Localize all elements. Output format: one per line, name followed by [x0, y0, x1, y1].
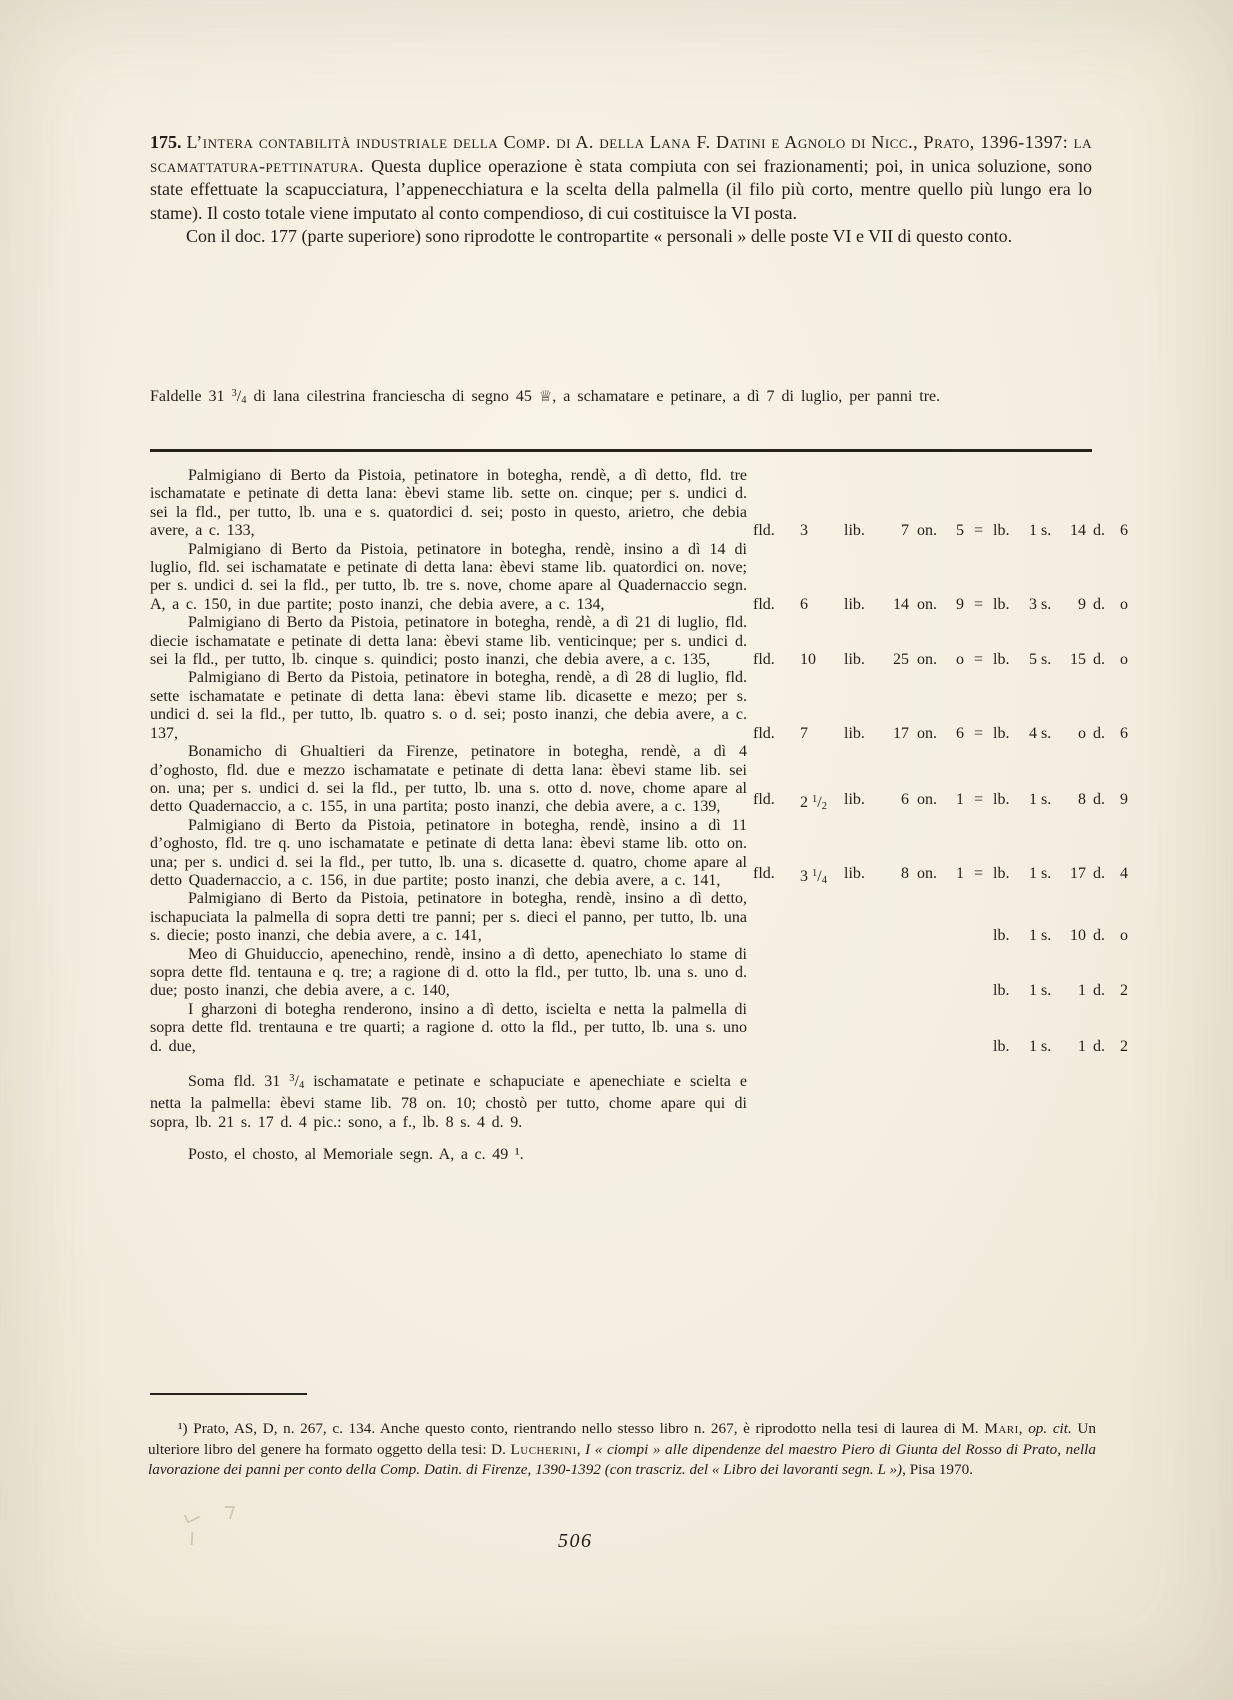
amount-s: 15 [1070, 651, 1086, 669]
amount-on-label [909, 927, 947, 945]
footnote [148, 1419, 1096, 1481]
amount-d-label: d. [1093, 927, 1105, 945]
entry-amount [753, 522, 1128, 540]
amount-s: 17 [1070, 864, 1086, 882]
amount-lb: 1 [1029, 864, 1037, 882]
amount-on-label: on. [917, 791, 937, 809]
ledger-entry [150, 743, 1140, 817]
amount-eq: = [973, 791, 984, 809]
amount-on: 1 [956, 791, 964, 809]
entries [150, 467, 1140, 1165]
amount-lib-label [844, 927, 889, 945]
amount-lb: 5 [1029, 651, 1037, 669]
amount-s: 10 [1070, 927, 1086, 945]
amount-fld-label: fld. [753, 651, 775, 669]
entry-amount [753, 1038, 1128, 1056]
amount-d: o [1120, 595, 1128, 613]
heading-number: 175. [150, 132, 182, 152]
amount-on [947, 927, 964, 945]
amount-eq: = [973, 651, 984, 669]
amount-on-label: on. [917, 522, 937, 540]
amount-s-label: s. [1041, 982, 1052, 1000]
amount-eq [964, 1038, 993, 1056]
entry-text: Meo di Ghuiduccio, apenechino, rendè, insino a dì detto, apenechiato lo stame di sopra dette fld. tentauna e q. tre; a ragione di d. otto la fld., per tutto, lb. una s. uno d. due; posto inanzi, che debia avere, a c. 140, [150, 945, 747, 1000]
amount-lb-label: lb. [993, 522, 1010, 540]
entry-text: Palmigiano di Berto da Pistoia, petinatore in botegha, rendè, insino a dì detto, ischapuciata la palmella di sopra detti tre panni; per s. dieci el panno, per tutto, lb. una s. diecie; posto inanzi, che debia avere, a c. 141, [150, 890, 747, 945]
amount-d: 9 [1120, 791, 1128, 809]
amount-s-label: s. [1041, 724, 1052, 742]
amount-s-label: s. [1041, 522, 1052, 540]
amount-d: 2 [1120, 982, 1128, 1000]
ledger-entry [150, 1070, 1140, 1132]
amount-lb: 1 [1029, 791, 1037, 809]
amount-d-label: d. [1093, 791, 1105, 809]
entry-amount [753, 651, 1128, 669]
amount-eq: = [973, 864, 984, 882]
amount-fld: 2 $^1/_2$ [800, 794, 827, 813]
amount-d-label: d. [1093, 1037, 1105, 1055]
amount-s-label: s. [1041, 864, 1052, 882]
entry-text: Soma fld. 31 $^3/_4$ ischamatate e petinate e schapuciate e apenechiate e scielta e netta la palmella: èbevi stame lib. 78 on. 10; chostò per tutto, chome apare qui di sopra, lb. 21 s. 17 d. 4 pic.: sono, a f., lb. 8 s. 4 d. 9. [150, 1073, 747, 1131]
entry-text: Posto, el chosto, al Memoriale segn. A, a c. 49 ¹. [188, 1146, 524, 1164]
amount-on-label: on. [917, 651, 937, 669]
heading-title: L’intera contabilità industriale della Comp. di A. della Lana F. Datini e Agnolo di Nicc., Prato, 1396-1397: la scamattatura-pettinatura. [150, 132, 1093, 176]
amount-fld [800, 1038, 844, 1056]
entry-amount [753, 865, 1128, 890]
amount-d: o [1120, 927, 1128, 945]
amount-eq [964, 927, 993, 945]
footnote-separator [150, 1393, 307, 1395]
amount-s-label: s. [1041, 651, 1052, 669]
amount-d: 6 [1120, 522, 1128, 540]
footnote-opcit: op. cit. [1028, 1420, 1072, 1437]
merchant-mark-icon: ♕ [538, 387, 553, 405]
amount-lb-label: lb. [993, 927, 1010, 945]
amount-fld-label: fld. [753, 864, 775, 882]
amount-lb: 1 [1029, 1037, 1037, 1055]
amount-fld-label: fld. [753, 724, 775, 742]
amount-on-label: on. [917, 724, 937, 742]
amount-on-label [909, 1038, 947, 1056]
amount-lb-label: lb. [993, 791, 1010, 809]
amount-on: 1 [956, 864, 964, 882]
entry-amount [753, 982, 1128, 1000]
amount-lib-label [844, 1038, 889, 1056]
amount-lib-label: lib. [844, 864, 865, 882]
pencil-marks [185, 1506, 255, 1561]
amount-d-label: d. [1093, 982, 1105, 1000]
heading-second-paragraph: Con il doc. 177 (parte superiore) sono riprodotte le contropartite « personali » delle poste VI e VII di questo conto. [186, 226, 1013, 247]
ledger-entry [150, 614, 1140, 669]
ledger-entry [150, 817, 1140, 891]
amount-on-label [909, 982, 947, 1000]
amount-lib-label: lib. [844, 724, 865, 742]
amount-s: o [1078, 724, 1086, 742]
amount-on-label: on. [917, 595, 937, 613]
heading-paragraph [150, 131, 1092, 225]
amount-s: 8 [1078, 791, 1086, 809]
amount-fld-label [753, 927, 800, 945]
amount-d: o [1120, 651, 1128, 669]
amount-eq: = [973, 724, 984, 742]
amount-lib-label: lib. [844, 522, 865, 540]
amount-lb: 1 [1029, 982, 1037, 1000]
entry-text: Palmigiano di Berto da Pistoia, petinatore in botegha, rendè, insino a dì 14 di luglio, fld. sei ischamatate e petinate di detta lana: èbevi stame lib. quatordici on. nove; per s. undici d. sei la fld., per tutto, lb. tre s. nove, chome apare al Quadernaccio segn. A, a c. 150, in due partite; posto inanzi, che debia avere, a c. 134, [150, 540, 747, 613]
entry-text: Palmigiano di Berto da Pistoia, petinatore in botegha, rendè, a dì 28 di luglio, fld. sette ischamatate e petinate di detta lana: èbevi stame lib. dicasette e mezo; per s. undici d. sei la fld., per tutto, lb. quatro s. o d. sei; posto inanzi, che debia avere, a c. 137, [150, 669, 747, 742]
ledger-entry [150, 1001, 1140, 1056]
amount-d: 2 [1120, 1037, 1128, 1055]
amount-fld-label: fld. [753, 522, 775, 540]
amount-fld-label: fld. [753, 791, 775, 809]
rubric-text-after: , a schamatare e petinare, a dì 7 di luglio, per panni tre. [552, 388, 941, 405]
amount-lib: 8 [901, 864, 909, 882]
amount-s: 1 [1078, 982, 1086, 1000]
amount-fld-label [753, 982, 800, 1000]
amount-fld: 7 [800, 724, 808, 742]
main-rule [150, 449, 1092, 452]
amount-on [947, 982, 964, 1000]
amount-s: 14 [1070, 522, 1086, 540]
amount-d: 6 [1120, 724, 1128, 742]
amount-lib: 7 [901, 522, 909, 540]
amount-s-label: s. [1041, 927, 1052, 945]
amount-s: 1 [1078, 1037, 1086, 1055]
pencil-stroke [184, 1509, 200, 1523]
ledger-entry [150, 890, 1140, 945]
amount-lb-label: lb. [993, 651, 1010, 669]
entry-amount [753, 927, 1128, 945]
amount-on: 5 [956, 522, 964, 540]
amount-s-label: s. [1041, 595, 1052, 613]
amount-lb: 1 [1029, 927, 1037, 945]
amount-lib [889, 982, 909, 1000]
document-header [150, 131, 1092, 249]
footnote-book-title: I « ciompi » alle dipendenze del maestro Piero di Giunta del Rosso di Prato, nella lavorazione dei panni per conto della Comp. Datin. di Firenze, 1390-1392 (con trascriz. del « Libro dei lavoranti segn. L ») [148, 1440, 1096, 1479]
amount-s: 9 [1078, 595, 1086, 613]
amount-lib-label: lib. [844, 595, 865, 613]
footnote-text: , [1018, 1420, 1029, 1437]
footnote-text: , Pisa 1970. [902, 1461, 974, 1479]
ledger-entry [150, 541, 1140, 615]
amount-lb-label: lb. [993, 724, 1010, 742]
pencil-stroke [191, 1532, 194, 1545]
amount-fld: 10 [800, 651, 816, 669]
entry-text: Palmigiano di Berto da Pistoia, petinatore in botegha, rendè, insino a dì 11 d’oghosto, fld. tre q. uno ischamatate e petinate di detta lana: èbevi stame lib. otto on. una; per s. undici d. sei la fld., per tutto, lb. una s. dicasette d. quatro, chome apare al detto Quadernaccio, a c. 156, in due partite; posto inanzi, che debia avere, a c. 141, [150, 816, 747, 889]
amount-lb: 4 [1029, 724, 1037, 742]
amount-lb: 1 [1029, 522, 1037, 540]
amount-d: 4 [1120, 864, 1128, 882]
entry-text: Palmigiano di Berto da Pistoia, petinatore in botegha, rendè, a dì 21 di luglio, fld. diecie ischamatate e petinate di detta lana: èbevi stame lib. venticinque; per s. undici d. sei la fld., per tutto, lb. cinque s. quindici; posto inanzi, che debia avere, a c. 135, [150, 614, 747, 669]
amount-d-label: d. [1093, 724, 1105, 742]
amount-on [947, 1038, 964, 1056]
amount-fld-label [753, 1038, 800, 1056]
amount-lb-label: lb. [993, 864, 1010, 882]
entry-amount [753, 725, 1128, 743]
amount-s-label: s. [1041, 1037, 1052, 1055]
amount-lib [889, 927, 909, 945]
footnote-text: , [576, 1440, 586, 1458]
entry-text: I gharzoni di botegha renderono, insino a dì detto, iscielta e netta la palmella di sopra dette fld. trentauna e tre quarti; a ragione d. otto la fld., per tutto, lb. una s. uno d. due, [150, 1000, 747, 1055]
amount-lb-label: lb. [993, 595, 1010, 613]
amount-lib: 25 [893, 651, 909, 669]
entry-amount [753, 791, 1128, 816]
amount-on: o [956, 651, 964, 669]
amount-on: 6 [956, 724, 964, 742]
amount-lib-label: lib. [844, 651, 865, 669]
amount-fld: 3 [800, 522, 808, 540]
footnote-text: Un ulteriore libro del genere ha formato oggetto della tesi: D. [148, 1420, 1096, 1458]
amount-eq [964, 982, 993, 1000]
heading-intro: Questa duplice operazione è stata compiuta con sei frazionamenti; poi, in unica soluzione, sono state effettuate la scapucciatura, l’appenecchiatura e la scelta della palmella (il filo più corto, mentre quello più lungo era lo stame). Il costo totale viene imputato al conto compendioso, di cui costituisce la VI posta. [150, 155, 1093, 223]
amount-eq: = [973, 522, 984, 540]
ledger-entry [150, 669, 1140, 743]
pencil-stroke [221, 1506, 235, 1519]
ledger-entry [150, 946, 1140, 1001]
entry-text: Bonamicho di Ghualtieri da Firenze, petinatore in botegha, rendè, a dì 4 d’oghosto, fld. due e mezzo ischamatate e petinate di detta lana: èbevi stame lib. sei on. una; per s. undici d. sei la fld., per tutto, lb. una s. otto d. nove, chome apare al detto Quadernaccio, a c. 155, in una partita; posto inanzi, che debia avere, a c. 139, [150, 743, 747, 816]
amount-fld [800, 982, 844, 1000]
footnote-author: Mari [984, 1420, 1019, 1437]
amount-eq: = [973, 595, 984, 613]
amount-fld [800, 927, 844, 945]
amount-d-label: d. [1093, 651, 1105, 669]
ledger-entry [150, 1146, 1140, 1164]
rubric [150, 383, 1143, 411]
amount-lib-label: lib. [844, 791, 865, 809]
amount-fld: 3 $^1/_4$ [800, 867, 827, 886]
amount-lb: 3 [1029, 595, 1037, 613]
entry-amount [753, 596, 1128, 614]
amount-lib [889, 1038, 909, 1056]
amount-fld: 6 [800, 595, 808, 613]
rubric-text: Faldelle 31 $^3/_4$ di lana cilestrina franciescha di segno 45 [150, 388, 539, 406]
amount-d-label: d. [1093, 595, 1105, 613]
page-number: 506 [558, 1530, 593, 1552]
footnote-author: Lucherini [510, 1440, 577, 1458]
amount-lb-label: lb. [993, 982, 1010, 1000]
amount-fld-label: fld. [753, 595, 775, 613]
amount-lb-label: lb. [993, 1037, 1010, 1055]
entry-text: Palmigiano di Berto da Pistoia, petinatore in botegha, rendè, a dì detto, fld. tre ischamatate e petinate di detta lana: èbevi stame lib. sette on. cinque; per s. undici d. sei la fld., per tutto, lb. una e s. quatordici d. sei; posto in questo, arietro, che debia avere, a c. 133, [150, 467, 747, 540]
amount-lib: 14 [893, 595, 909, 613]
footnote-text: ¹) Prato, AS, D, n. 267, c. 134. Anche questo conto, rientrando nello stesso libro n. 267, è riprodotto nella tesi di laurea di M. [178, 1420, 985, 1437]
ledger-entry [150, 467, 1140, 541]
amount-s-label: s. [1041, 791, 1052, 809]
amount-lib: 6 [901, 791, 909, 809]
amount-d-label: d. [1093, 522, 1105, 540]
amount-on-label: on. [917, 864, 937, 882]
amount-lib-label [844, 982, 889, 1000]
amount-lib: 17 [893, 724, 909, 742]
amount-d-label: d. [1093, 864, 1105, 882]
amount-on: 9 [956, 595, 964, 613]
